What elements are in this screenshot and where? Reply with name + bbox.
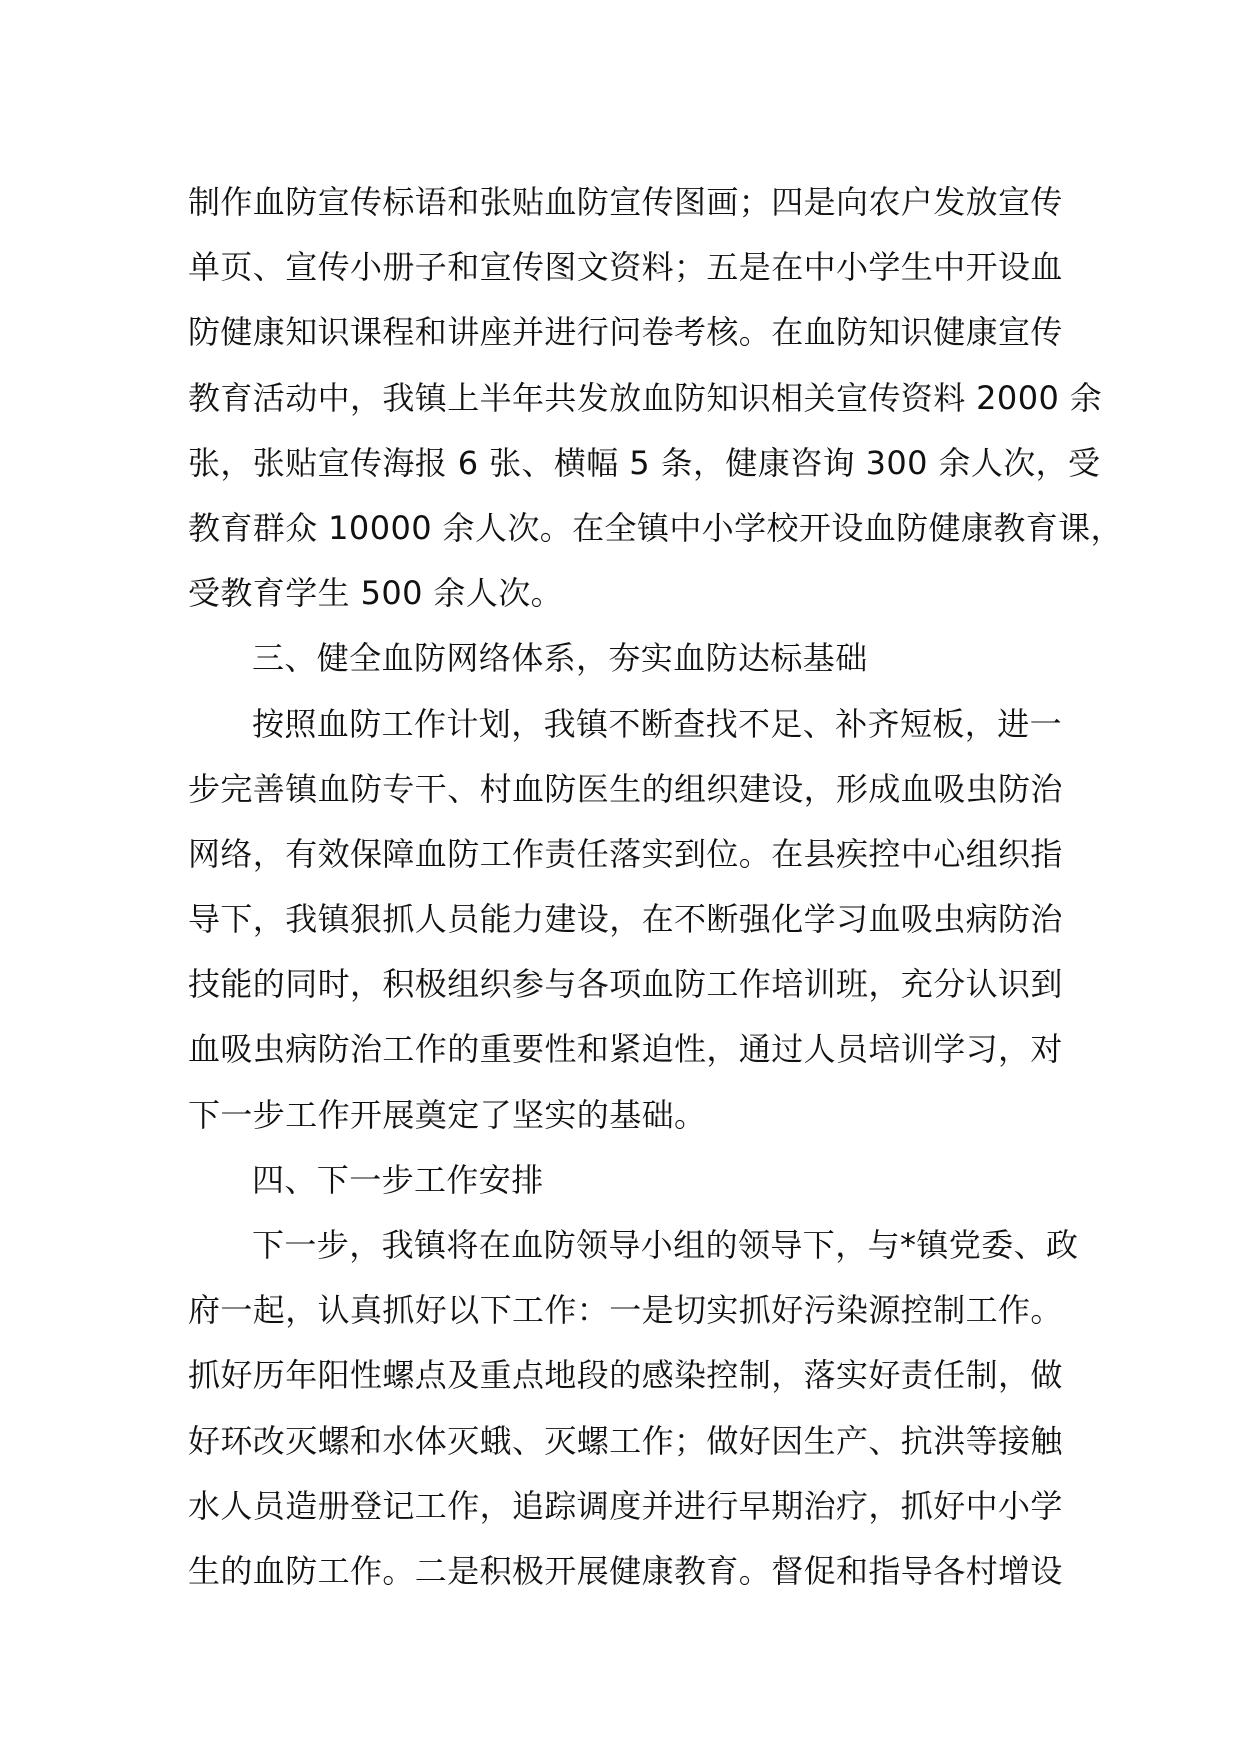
text-line: 受教育学生 500 余人次。: [188, 574, 564, 613]
text-line: 府一起，认真抓好以下工作：一是切实抓好污染源控制工作。: [188, 1291, 1063, 1330]
text-line: 教育活动中，我镇上半年共发放血防知识相关宣传资料 2000 余: [188, 378, 1103, 417]
text-line: 水人员造册登记工作，追踪调度并进行早期治疗，抓好中小学: [188, 1486, 1063, 1525]
text-line: 技能的同时，积极组织参与各项血防工作培训班，充分认识到: [188, 965, 1063, 1004]
text-line: 张，张贴宣传海报 6 张、横幅 5 条，健康咨询 300 余人次，受: [188, 443, 1101, 482]
text-line: 四、下一步工作安排: [252, 1160, 544, 1199]
text-line: 好环改灭螺和水体灭蛾、灭螺工作；做好因生产、抗洪等接触: [188, 1421, 1063, 1460]
text-line: 教育群众 10000 余人次。在全镇中小学校开设血防健康教育课，: [188, 508, 1123, 547]
document-body: [188, 170, 1123, 1604]
text-line: 防健康知识课程和讲座并进行问卷考核。在血防知识健康宣传: [188, 313, 1063, 352]
text-line: 下一步工作开展奠定了坚实的基础。: [188, 1095, 707, 1134]
text-line: 网络，有效保障血防工作责任落实到位。在县疾控中心组织指: [188, 834, 1063, 873]
text-line: 步完善镇血防专干、村血防医生的组织建设，形成血吸虫防治: [188, 769, 1063, 808]
text-line: 血吸虫病防治工作的重要性和紧迫性，通过人员培训学习，对: [188, 1030, 1063, 1069]
text-line: 导下，我镇狠抓人员能力建设，在不断强化学习血吸虫病防治: [188, 900, 1063, 939]
text-line: 抓好历年阳性螺点及重点地段的感染控制，落实好责任制，做: [188, 1356, 1063, 1395]
text-line: 制作血防宣传标语和张贴血防宣传图画；四是向农户发放宣传: [188, 183, 1063, 221]
text-line: 单页、宣传小册子和宣传图文资料；五是在中小学生中开设血: [188, 248, 1063, 287]
text-line: 生的血防工作。二是积极开展健康教育。督促和指导各村增设: [188, 1551, 1063, 1590]
text-line: 三、健全血防网络体系，夯实血防达标基础: [252, 639, 868, 678]
text-line: 按照血防工作计划，我镇不断查找不足、补齐短板，进一: [252, 704, 1063, 743]
text-line: 下一步，我镇将在血防领导小组的领导下，与*镇党委、政: [252, 1226, 1079, 1264]
